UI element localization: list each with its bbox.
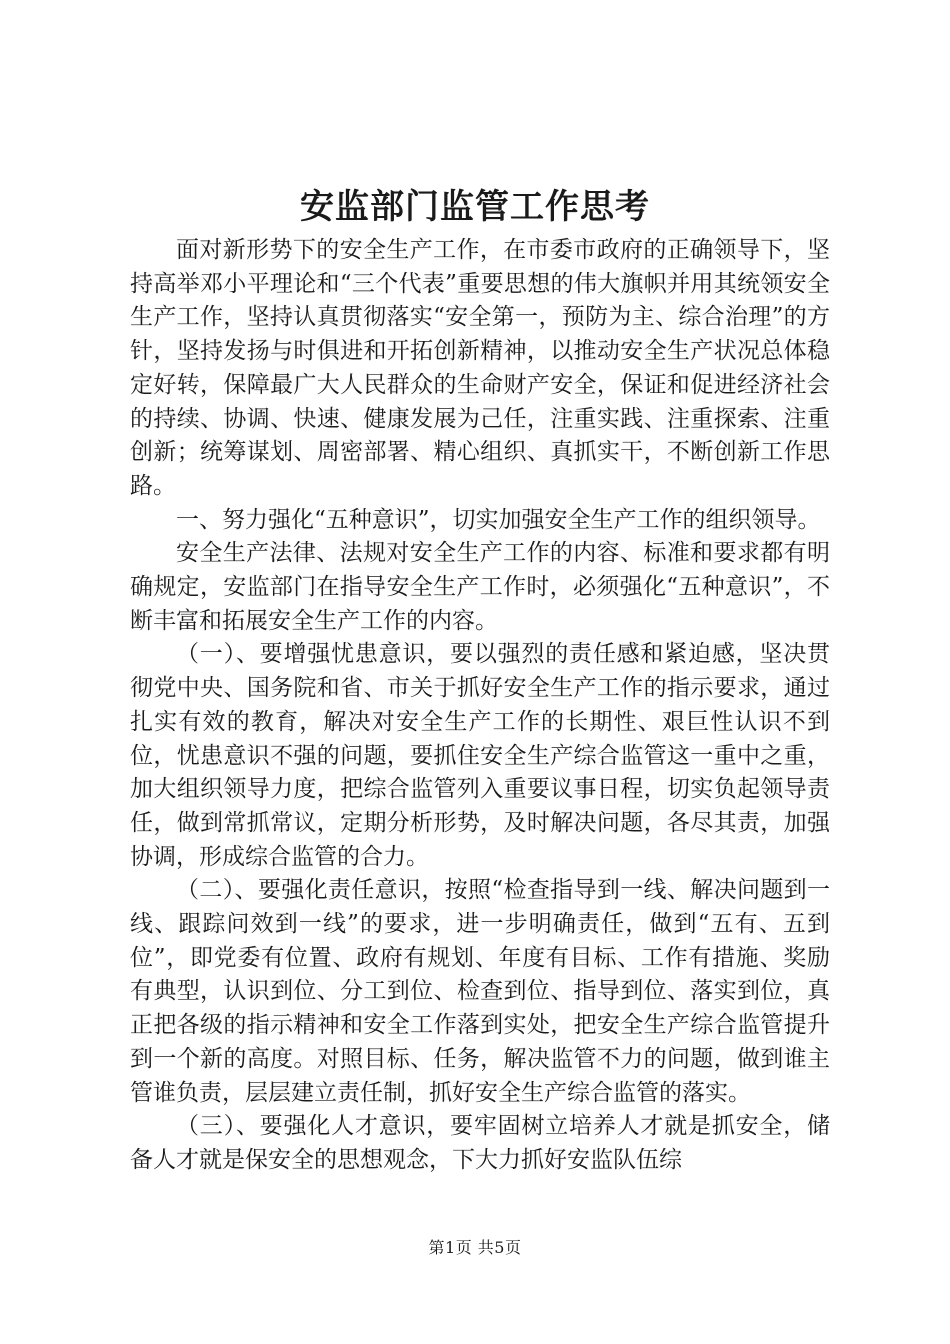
paragraph-section-1-body: 安全生产法律、法规对安全生产工作的内容、标准和要求都有明确规定，安监部门在指导安全生产工作时，必须强化“五种意识”，不断丰富和拓展安全生产工作的内容。 xyxy=(130,540,830,634)
paragraph-item-3: （三）、要强化人才意识，要牢固树立培养人才就是抓安全，储备人才就是保安全的思想观念，下大力抓好安监队伍综 xyxy=(130,1113,830,1173)
paragraph-section-1-heading: 一、努力强化“五种意识”，切实加强安全生产工作的组织领导。 xyxy=(176,506,821,533)
page-number-footer: 第1页 共5页 xyxy=(428,1238,522,1257)
paragraph-intro: 面对新形势下的安全生产工作，在市委市政府的正确领导下，坚持高举邓小平理论和“三个代表”重要思想的伟大旗帜并用其统领安全生产工作，坚持认真贯彻落实“安全第一，预防为主、综合治理”的方针，坚持发扬与时俱进和开拓创新精神，以推动安全生产状况总体稳定好转，保障最广大人民群众的生命财产安全，保证和促进经济社会的持续、协调、快速、健康发展为己任，注重实践、注重探索、注重创新；统筹谋划、周密部署、精心组织、真抓实干，不断创新工作思路。 xyxy=(130,237,830,499)
paragraph-item-2: （二）、要强化责任意识，按照“检查指导到一线、解决问题到一线、跟踪问效到一线”的要求，进一步明确责任，做到“五有、五到位”，即党委有位置、政府有规划、年度有目标、工作有措施、奖励有典型，认识到位、分工到位、检查到位、指导到位、落实到位，真正把各级的指示精神和安全工作落到实处，把安全生产综合监管提升到一个新的高度。对照目标、任务，解决监管不力的问题，做到谁主管谁负责，层层建立责任制，抓好安全生产综合监管的落实。 xyxy=(130,877,830,1106)
paragraph-item-1: （一）、要增强忧患意识，要以强烈的责任感和紧迫感，坚决贯彻党中央、国务院和省、市关于抓好安全生产工作的指示要求，通过扎实有效的教育，解决对安全生产工作的长期性、艰巨性认识不到位，忧患意识不强的问题，要抓住安全生产综合监管这一重中之重，加大组织领导力度，把综合监管列入重要议事日程，切实负起领导责任，做到常抓常议，定期分析形势，及时解决问题，各尽其责，加强协调，形成综合监管的合力。 xyxy=(130,641,830,870)
document-title: 安监部门监管工作思考 xyxy=(300,187,650,227)
document-body xyxy=(130,234,830,1178)
